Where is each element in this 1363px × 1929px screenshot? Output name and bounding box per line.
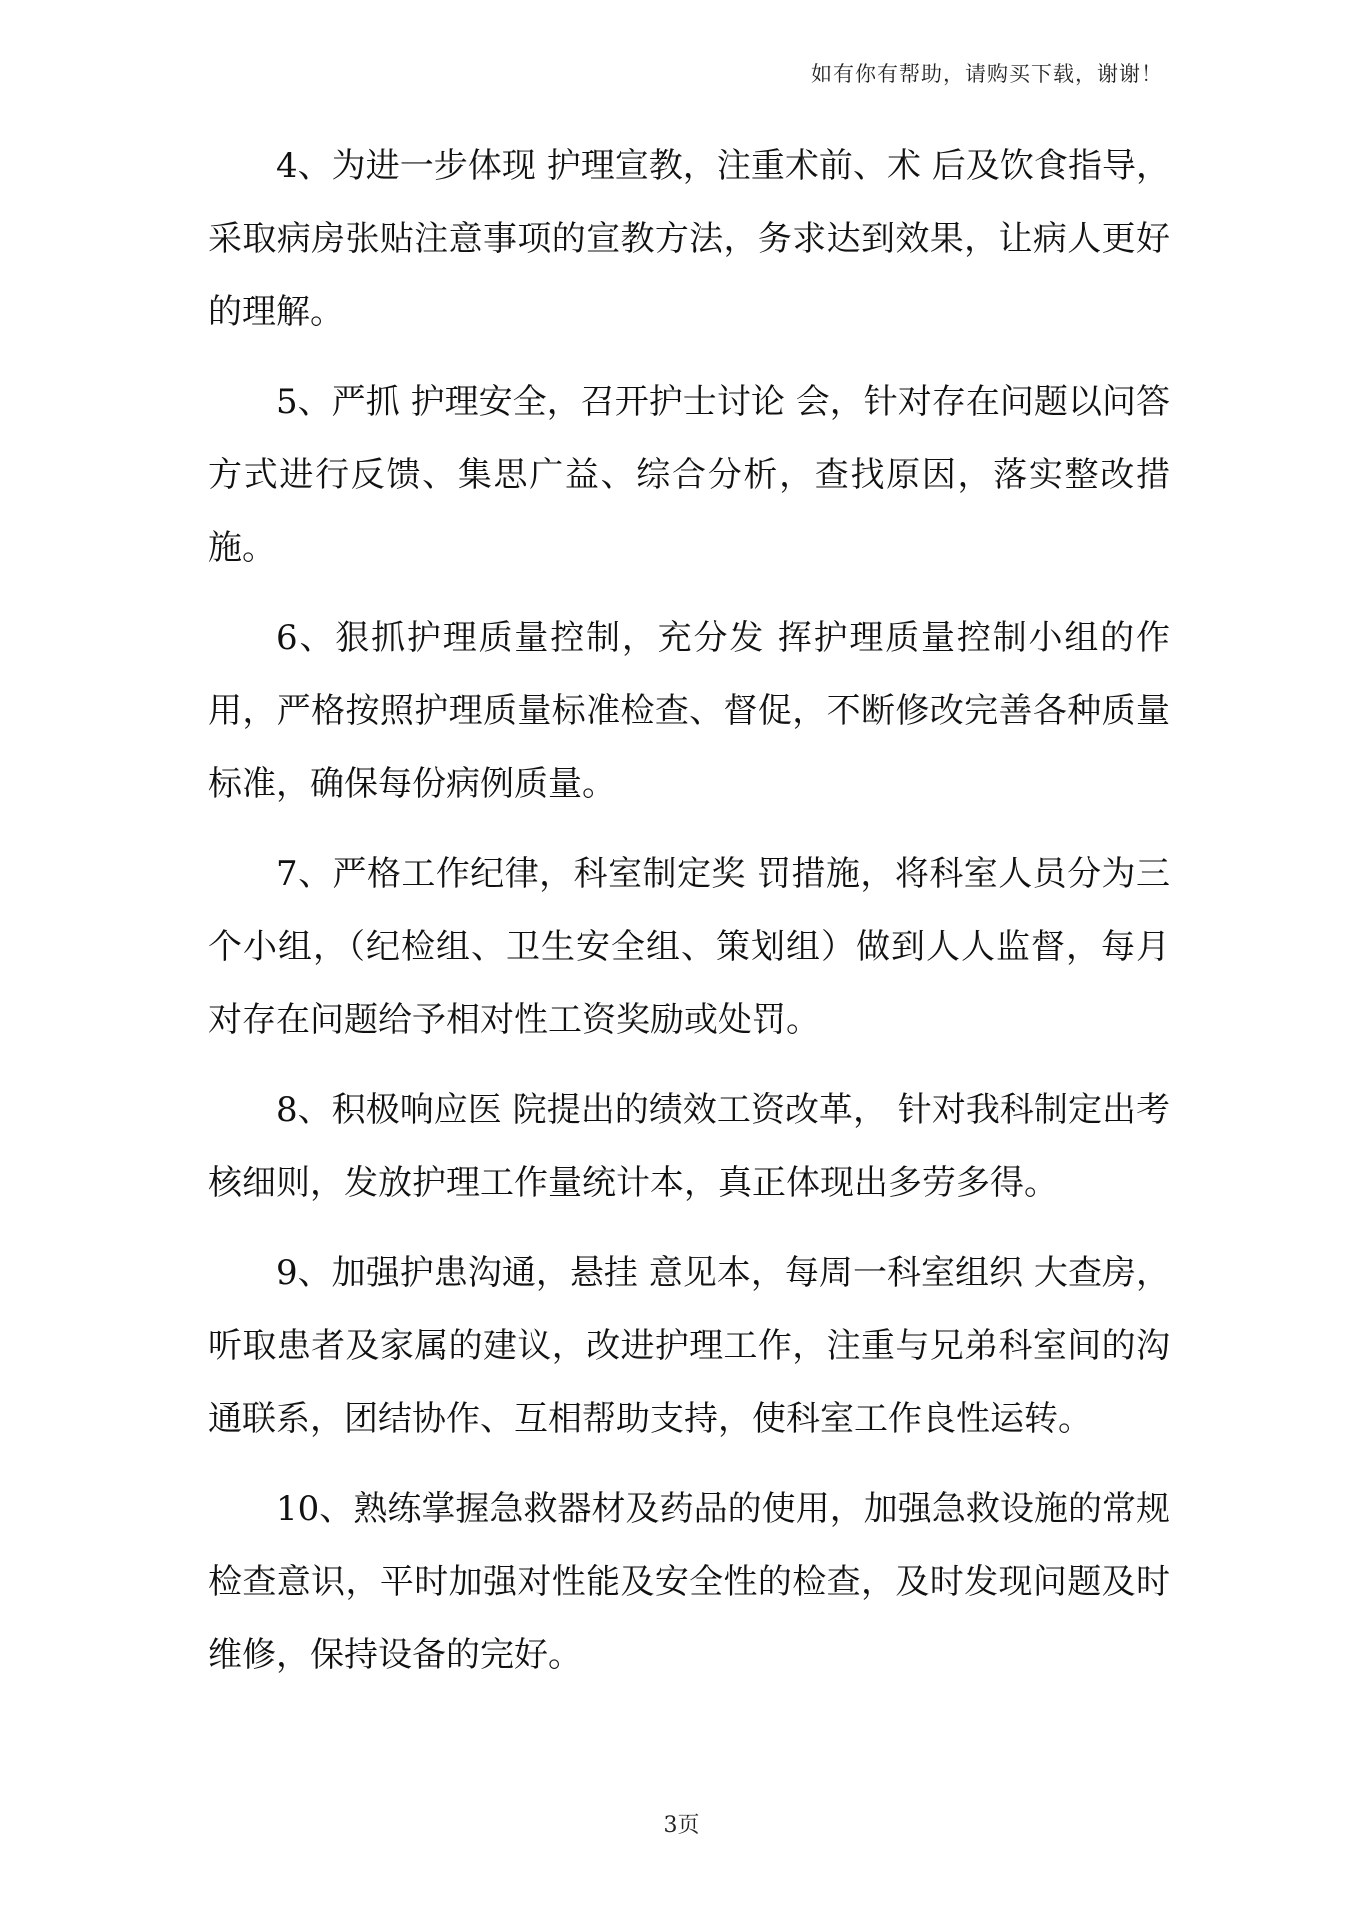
page-number: 3页 [663, 1813, 700, 1838]
paragraph-7: 7、严格工作纪律，科室制定奖 罚措施，将科室人员分为三个小组，（纪检组、卫生安全组、策划组）做到人人监督，每月对存在问题给予相对性工资奖励或处罚。 [208, 854, 1170, 1040]
paragraph-5: 5、严抓 护理安全，召开护士讨论 会，针对存在问题以问答方式进行反馈、集思广益、综合分析，查找原因，落实整改措施。 [208, 382, 1170, 568]
document-body [208, 130, 1170, 1709]
header-note: 如有你有帮助，请购买下载，谢谢！ [811, 62, 1163, 86]
paragraph-10: 10、熟练掌握急救器材及药品的使用，加强急救设施的常规检查意识，平时加强对性能及安全性的检查，及时发现问题及时维修，保持设备的完好。 [208, 1489, 1170, 1675]
paragraph-9: 9、加强护患沟通，悬挂 意见本，每周一科室组织 大查房，听取患者及家属的建议，改进护理工作，注重与兄弟科室间的沟通联系，团结协作、互相帮助支持，使科室工作良性运转。 [208, 1253, 1170, 1439]
paragraph-6: 6、狠抓护理质量控制，充分发 挥护理质量控制小组的作用，严格按照护理质量标准检查、督促，不断修改完善各种质量标准，确保每份病例质量。 [208, 618, 1170, 804]
paragraph-8: 8、积极响应医 院提出的绩效工资改革， 针对我科制定出考核细则，发放护理工作量统计本，真正体现出多劳多得。 [208, 1090, 1170, 1203]
paragraph-4: 4、为进一步体现 护理宣教，注重术前、术 后及饮食指导，采取病房张贴注意事项的宣教方法，务求达到效果，让病人更好的理解。 [208, 146, 1170, 332]
